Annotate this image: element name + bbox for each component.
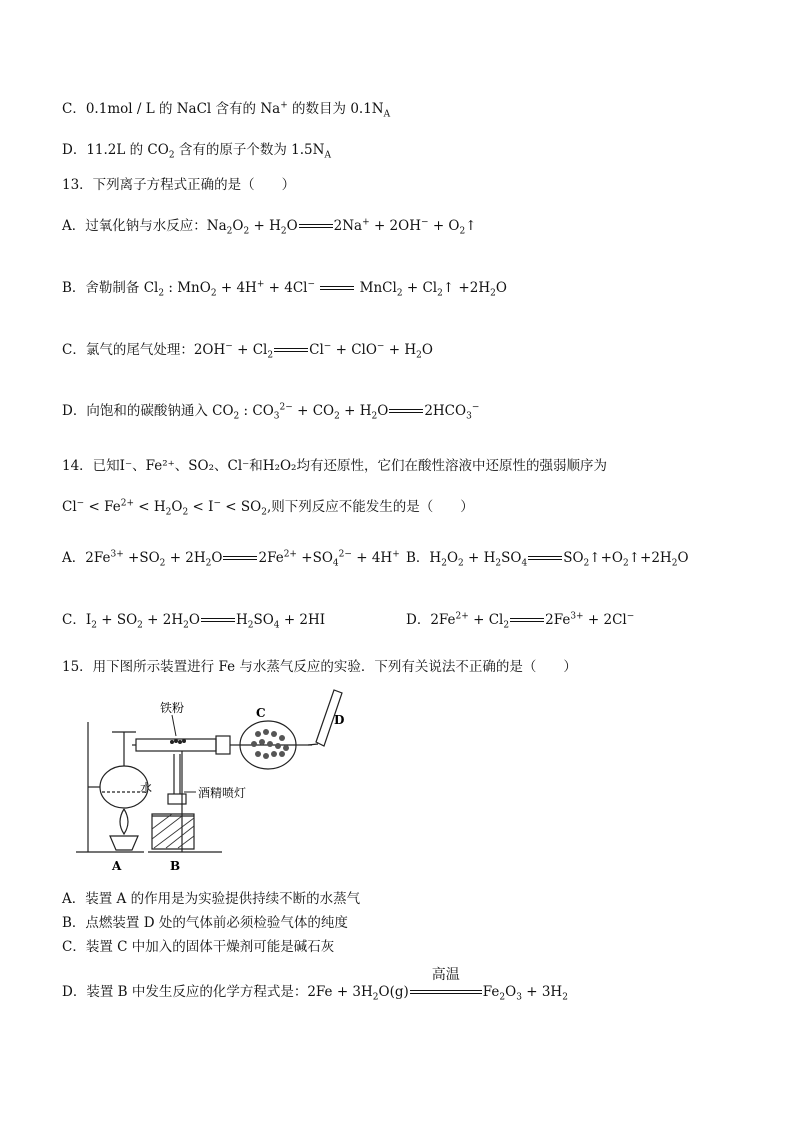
equals-sign <box>528 556 562 562</box>
option-letter: C． <box>62 612 86 628</box>
label-apparatus-b: B <box>170 859 181 873</box>
option-text: D．向饱和的碳酸钠通入 CO <box>62 403 234 419</box>
stem-text: ,则下列反应不能发生的是（ ） <box>266 499 474 515</box>
equals-sign <box>223 556 257 562</box>
option-text: B．舍勒制备 Cl <box>62 280 159 296</box>
option-text: D．装置 B 中发生反应的化学方程式是： <box>62 984 308 1000</box>
equals-sign <box>299 224 333 230</box>
option-letter: D． <box>406 612 431 628</box>
equals-sign <box>389 409 423 415</box>
q15-option-d: D．装置 B 中发生反应的化学方程式是：$2Fe + 3H_2O(g)$ 高温 $Fe_2O_3 + 3H_2$ <box>62 966 568 1003</box>
option-letter: B． <box>406 550 430 566</box>
option-letter: D． <box>62 142 87 158</box>
reaction-condition <box>409 966 483 1002</box>
q15-option-b: B．点燃装置 D 处的气体前必须检验气体的纯度 <box>62 915 348 931</box>
label-apparatus-a: A <box>112 859 122 873</box>
q14-stem-line1: 14．已知I⁻、Fe²⁺、SO₂、Cl⁻和H₂O₂均有还原性，它们在酸性溶液中还原性的强弱顺序为 <box>62 458 607 474</box>
apparatus-figure <box>72 684 362 874</box>
label-apparatus-d: D <box>334 713 345 727</box>
q14-option-b: B．$H_2O_2 + H_2SO_4$ $SO_2↑+O_2↑+2H_2O$ <box>406 550 689 569</box>
q15-option-a: A．装置 A 的作用是为实验提供持续不断的水蒸气 <box>62 891 361 907</box>
condition-text: 高温 <box>431 966 460 983</box>
equals-sign <box>320 286 354 292</box>
q13-option-c: C．氯气的尾气处理：$2OH^- + Cl_2$ $Cl^- + ClO^- + H_2O$ <box>62 341 433 361</box>
label-apparatus-c: C <box>256 706 266 720</box>
option-text: 11.2L 的 CO <box>86 142 169 158</box>
option-text: C．氯气的尾气处理： <box>62 342 194 358</box>
q13-option-a: A．过氧化钠与水反应：$Na_2O_2 + H_2O$ $2Na^+ + 2OH^- + O_2↑$ <box>62 217 477 237</box>
q12-option-c: C．0.1mol / L 的 NaCl 含有的 Na+ 的数目为 $0.1N_A$ <box>62 100 391 120</box>
q15-option-c: C．装置 C 中加入的固体干燥剂可能是碱石灰 <box>62 939 335 955</box>
option-letter: C． <box>62 101 86 117</box>
q14-stem-line2: $Cl^- < Fe^{2+} < H_2O_2 < I^- < SO_2$,则下列反应不能发生的是（ ） <box>62 498 474 518</box>
label-water: 水 <box>140 781 153 795</box>
equals-sign <box>274 348 308 354</box>
equals-sign <box>410 990 482 996</box>
option-text: 的数目为 0.1N <box>287 101 384 117</box>
option-text: 0.1mol / L 的 NaCl 含有的 Na <box>85 101 281 117</box>
q13-option-d: D．向饱和的碳酸钠通入 $CO_2$ : $CO_3^{2-} + CO_2 + H_2O$ $2HCO_3^-$ <box>62 402 480 422</box>
q13-option-b: B．舍勒制备 $Cl_2$ : MnO$_2$ + 4H+ + 4Cl− MnCl$_2$ + $Cl_2↑ +2H_2O$ <box>62 279 507 299</box>
q12-option-d: D．11.2L 的 $CO_2$ 含有的原子个数为 $1.5N_A$ <box>62 142 331 161</box>
q15-stem: 15．用下图所示装置进行 Fe 与水蒸气反应的实验．下列有关说法不正确的是（ ） <box>62 659 577 675</box>
option-text: A．过氧化钠与水反应： <box>62 218 207 234</box>
apparatus-diagram <box>72 684 362 874</box>
label-lamp: 酒精喷灯 <box>198 786 247 800</box>
label-iron-powder: 铁粉 <box>160 701 185 715</box>
equals-sign <box>201 618 235 624</box>
q14-option-a: A．$2Fe^{3+} +SO_2 + 2H_2O$ $2Fe^{2+} +SO_4^{2-} + 4H^+$ <box>62 549 400 569</box>
option-letter: A． <box>62 550 86 566</box>
q14-option-d: D．$2Fe^{2+} + Cl_2$ $2Fe^{3+} + 2Cl^-$ <box>406 611 635 631</box>
q13-stem: 13．下列离子方程式正确的是（ ） <box>62 177 296 193</box>
equals-sign <box>510 618 544 624</box>
option-text: 含有的原子个数为 1.5N <box>174 142 325 158</box>
q14-option-c: C．$I_2 + SO_2 + 2H_2O$ $H_2SO_4 + 2HI$ <box>62 612 326 631</box>
